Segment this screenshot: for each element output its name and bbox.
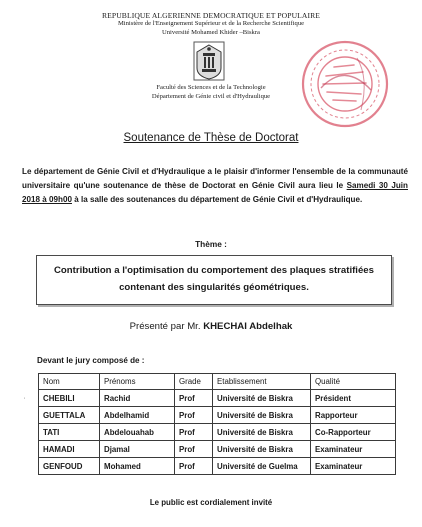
jury-etablissement: Université de Biskra (213, 441, 311, 458)
jury-label: Devant le jury composé de : (37, 356, 145, 365)
jury-etablissement: Université de Guelma (213, 458, 311, 475)
table-row (39, 424, 396, 441)
presenter-line (0, 321, 422, 332)
theme-label: Thème : (195, 239, 227, 249)
jury-table-header (39, 374, 396, 390)
jury-prenom: Mohamed (100, 458, 175, 475)
ministry-heading: Ministère de l'Enseignement Supérieur et de la Recherche Scientifique (117, 20, 305, 27)
column-header-grade: Grade (175, 374, 213, 390)
closing-invitation: Le public est cordialement invité (149, 498, 273, 507)
jury-prenom: Abdelhamid (100, 407, 175, 424)
announcement-text-start: Le département de Génie Civil et d'Hydraulique a le plaisir d'informer l'ensemble de la communauté universitaire qu'une soutenance de thèse de Doctorat en Génie Civil aura lieu le (22, 167, 408, 190)
university-crest-icon (192, 41, 226, 81)
jury-grade: Prof (175, 458, 213, 475)
jury-qualite: Président (311, 390, 396, 407)
jury-qualite: Co-Rapporteur (311, 424, 396, 441)
jury-grade: Prof (175, 441, 213, 458)
jury-nom: GENFOUD (39, 458, 100, 475)
table-row (39, 441, 396, 458)
margin-mark: ' (24, 398, 26, 404)
jury-nom: TATI (39, 424, 100, 441)
faculty-heading: Faculté des Sciences et de la Technologie (156, 84, 266, 91)
column-header-nom: Nom (39, 374, 100, 390)
table-row (39, 390, 396, 407)
official-seal-stamp-icon (299, 38, 391, 130)
thesis-theme-box (36, 255, 392, 305)
table-row (39, 458, 396, 475)
jury-etablissement: Université de Biskra (213, 424, 311, 441)
jury-etablissement: Université de Biskra (213, 407, 311, 424)
jury-prenom: Djamal (100, 441, 175, 458)
page-title: Soutenance de Thèse de Doctorat (123, 132, 299, 144)
republic-heading: REPUBLIQUE ALGERIENNE DEMOCRATIQUE ET POPULAIRE (101, 11, 321, 20)
jury-qualite: Examinateur (311, 441, 396, 458)
column-header-etablissement: Etablissement (213, 374, 311, 390)
thesis-title: Contribution a l'optimisation du comportement des plaques stratifiées contenant des singularités géométriques. (54, 265, 374, 293)
jury-grade: Prof (175, 390, 213, 407)
column-header-qualite: Qualité (311, 374, 396, 390)
defense-date: Samedi 30 Juin 2018 à 09h00 (22, 181, 408, 204)
jury-etablissement: Université de Biskra (213, 390, 311, 407)
jury-table (38, 373, 396, 475)
table-row (39, 407, 396, 424)
presenter-prefix: Présenté par Mr. (129, 321, 204, 332)
jury-nom: HAMADI (39, 441, 100, 458)
jury-qualite: Examinateur (311, 458, 396, 475)
announcement-paragraph (22, 165, 408, 207)
jury-prenom: Abdelouahab (100, 424, 175, 441)
jury-nom: GUETTALA (39, 407, 100, 424)
department-heading: Département de Génie civil et d'Hydraulique (151, 93, 271, 100)
jury-grade: Prof (175, 424, 213, 441)
jury-grade: Prof (175, 407, 213, 424)
jury-nom: CHEBILI (39, 390, 100, 407)
column-header-prenoms: Prénoms (100, 374, 175, 390)
university-heading: Université Mohamed Khider –Biskra (162, 29, 260, 36)
jury-prenom: Rachid (100, 390, 175, 407)
presenter-name: KHECHAI Abdelhak (203, 321, 293, 332)
announcement-text-end: à la salle des soutenances du département de Génie Civil et d'Hydraulique. (71, 195, 363, 204)
jury-qualite: Rapporteur (311, 407, 396, 424)
